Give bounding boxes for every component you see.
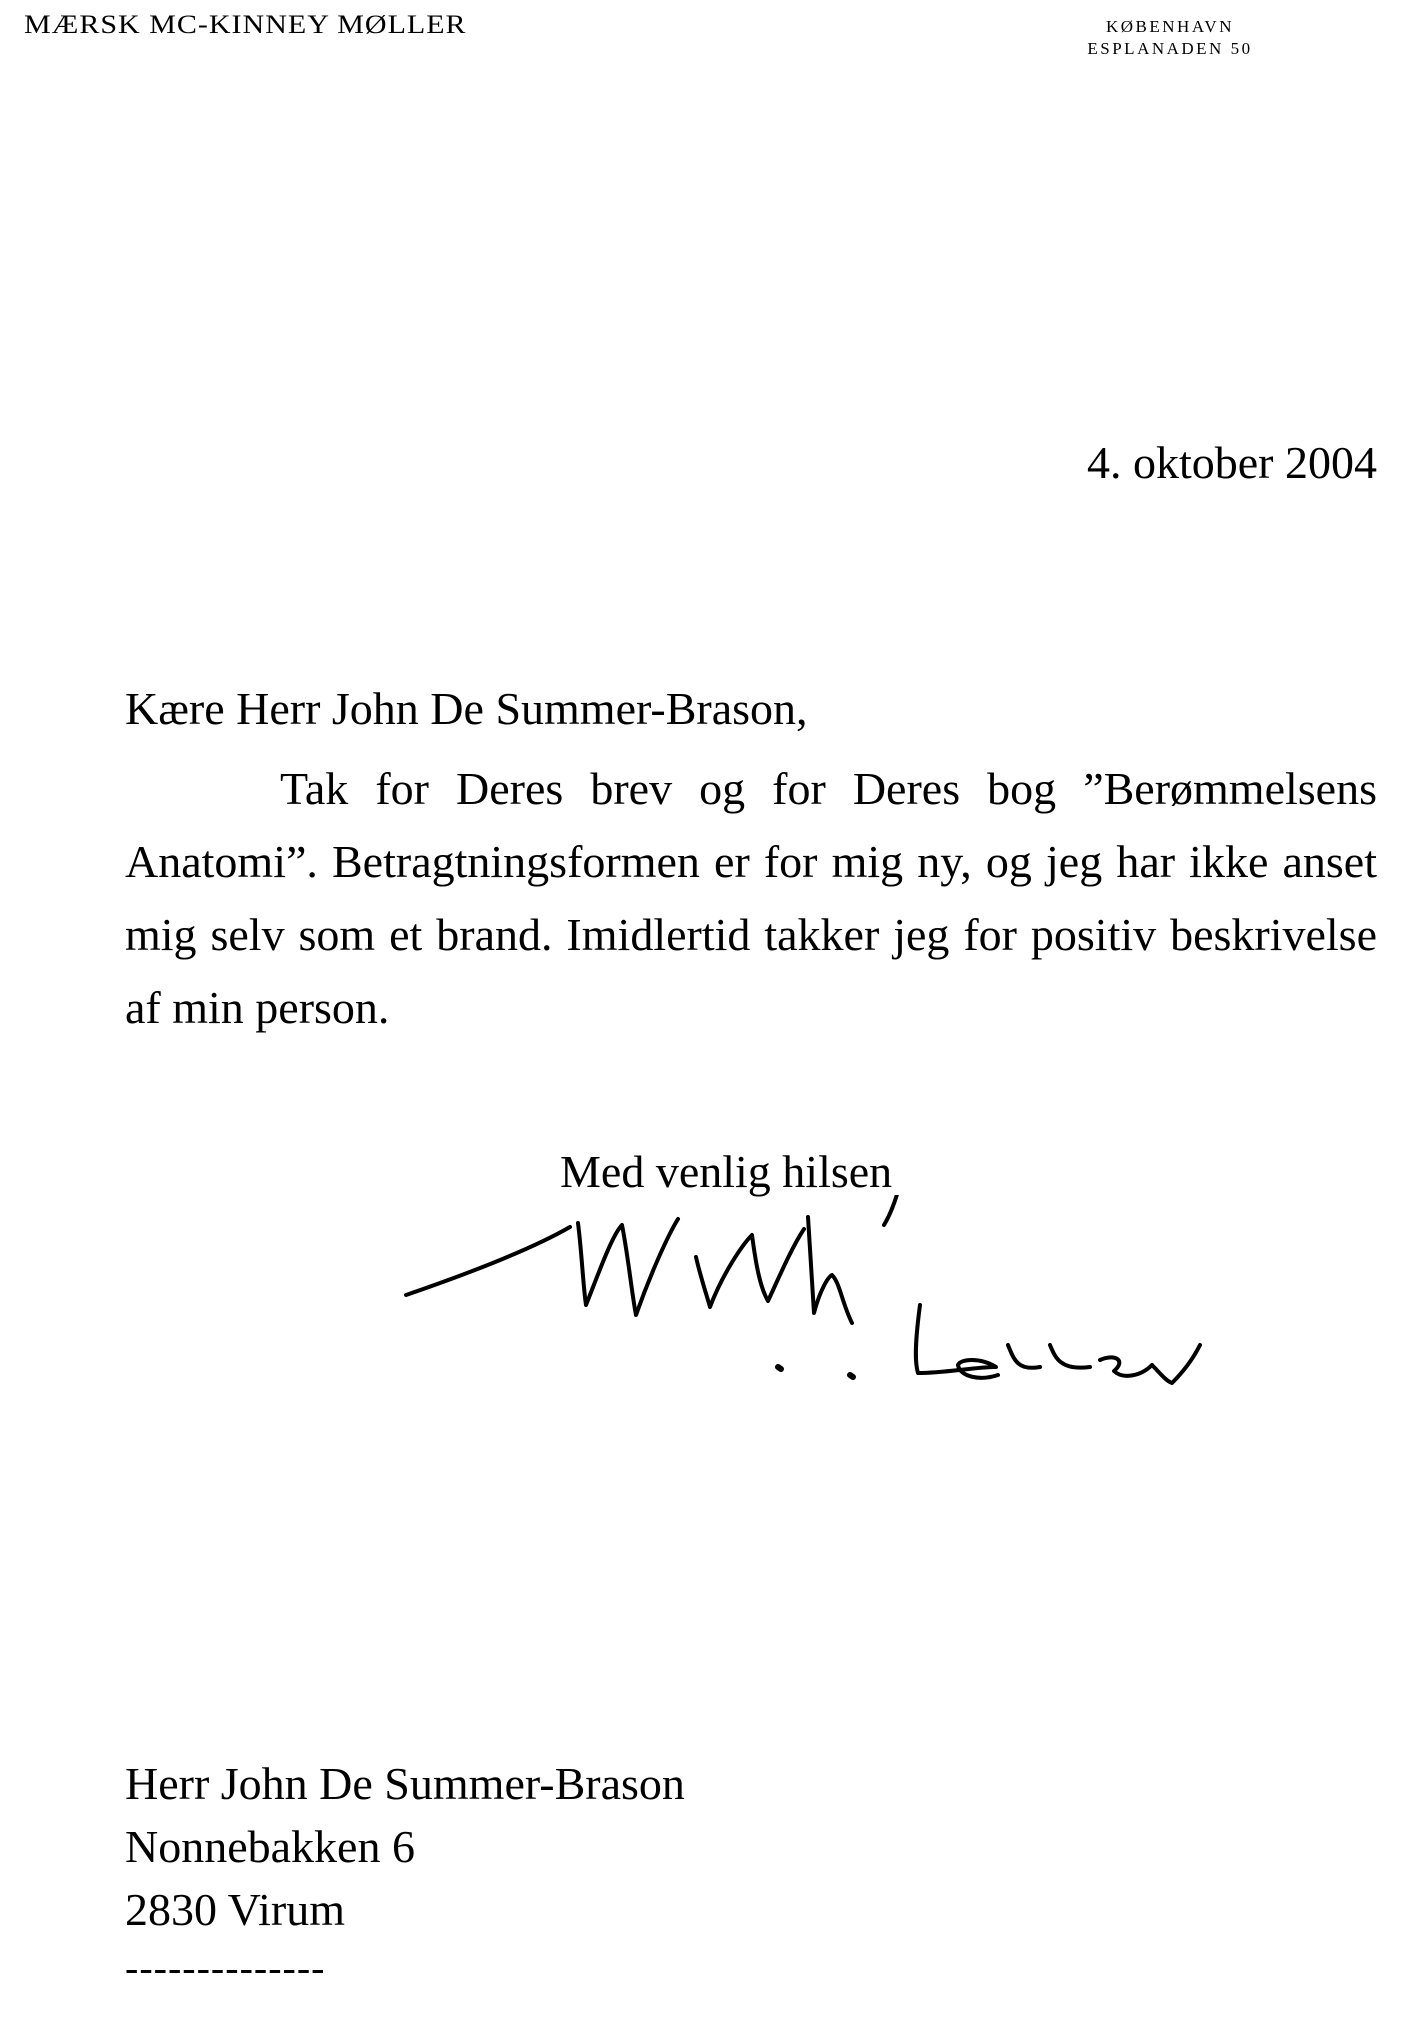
letter-body: Tak for Deres brev og for Deres bog ”Berømmelsens Anatomi”. Betragtningsformen er for mig ny, og jeg har ikke anset mig selv som et brand. Imidlertid takker jeg for positiv beskrivelse af min person. — [125, 763, 1377, 1033]
recipient-address — [125, 1752, 685, 1941]
recipient-name: Herr John De Summer-Brason — [125, 1758, 685, 1809]
recipient-street: Nonnebakken 6 — [125, 1821, 415, 1872]
salutation: Kære Herr John De Summer-Brason, — [125, 683, 808, 734]
signature-text: M. Mc-Kinney Møller — [400, 1195, 409, 1196]
recipient-city: 2830 Virum — [125, 1884, 346, 1935]
letterhead-city: KØBENHAVN — [1106, 17, 1234, 36]
closing: Med venlig hilsen — [560, 1146, 893, 1197]
handwritten-signature — [400, 1195, 1300, 1435]
separator-line: -------------- — [125, 1945, 326, 1990]
letterhead-name: MÆRSK MC-KINNEY MØLLER — [24, 10, 467, 40]
letterhead-street: ESPLANADEN 50 — [1087, 39, 1253, 58]
letterhead-address — [1040, 16, 1300, 60]
letter-date: 4. oktober 2004 — [1086, 437, 1377, 488]
